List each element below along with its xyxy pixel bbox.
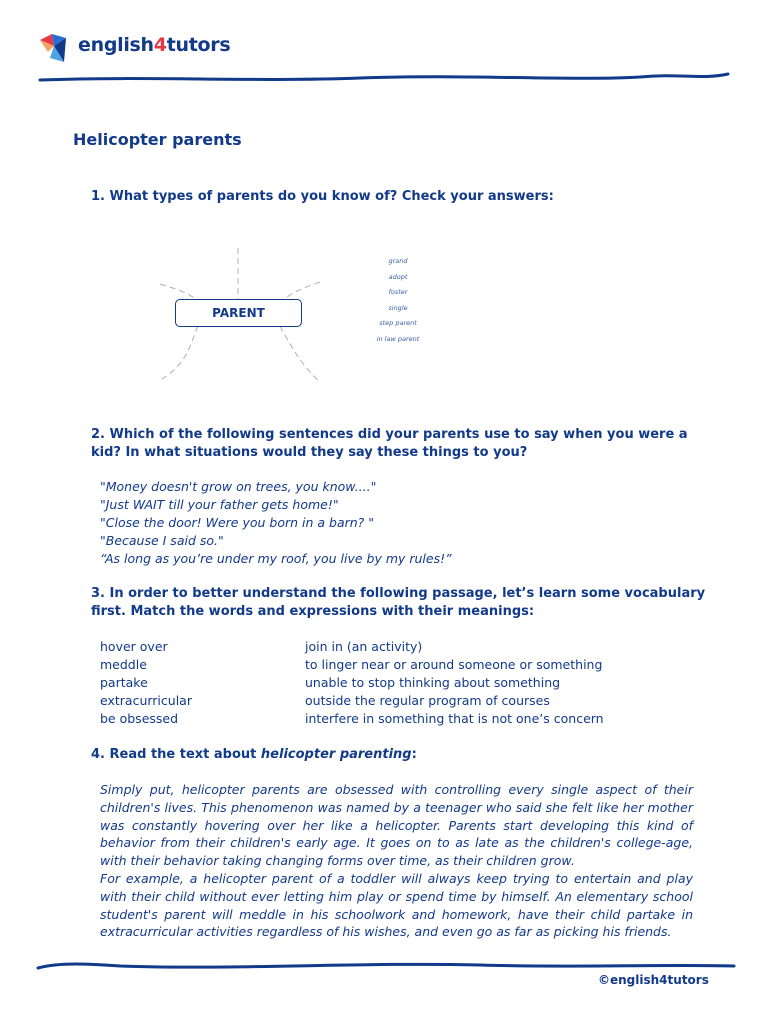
vocab-word: hover over — [100, 639, 168, 654]
parent-types-list — [370, 254, 426, 347]
parent-type-word: adopt — [388, 272, 408, 281]
vocab-word: extracurricular — [100, 693, 192, 708]
copyright: ©english4tutors — [598, 973, 709, 987]
saying: “As long as you’re under my roof, you live by my rules!” — [100, 551, 452, 566]
vocab-word: meddle — [100, 657, 147, 672]
vocab-row — [100, 674, 660, 692]
question-4: 4. Read the text about helicopter parenting: — [91, 747, 417, 762]
parent-type-word: foster — [388, 288, 408, 296]
saying: "Just WAIT till your father gets home!" — [100, 497, 339, 512]
parent-type-word: in law parent — [376, 334, 420, 343]
vocab-meaning: to linger near or around someone or something — [305, 657, 603, 672]
parent-label: PARENT — [175, 299, 302, 327]
header-divider-wave — [0, 68, 768, 88]
vocab-row — [100, 656, 660, 674]
question-2: 2. Which of the following sentences did your parents use to say when you were a kid? In what situations would they say these things to you? — [91, 427, 688, 460]
vocab-row — [100, 638, 660, 656]
vocab-meaning: join in (an activity) — [305, 639, 423, 654]
logo-mark-icon — [38, 32, 70, 66]
vocab-word: be obsessed — [100, 711, 179, 726]
parent-type-word: step parent — [379, 319, 417, 327]
question-3: 3. In order to better understand the following passage, let’s learn some vocabulary first. Match the words and expressions with their meanings: — [91, 586, 706, 619]
question-1: 1. What types of parents do you know of? Check your answers: — [91, 189, 554, 204]
parent-type-word: grand — [388, 257, 408, 265]
parent-type-word: single — [388, 303, 408, 312]
parent-sayings — [100, 478, 452, 568]
vocab-meaning: outside the regular program of courses — [305, 693, 550, 708]
saying: "Because I said so." — [100, 533, 224, 548]
vocab-row — [100, 710, 660, 728]
vocab-meaning: unable to stop thinking about something — [305, 675, 561, 690]
saying: "Close the door! Were you born in a barn? " — [100, 515, 375, 530]
vocab-meaning: interfere in something that is not one’s concern — [305, 711, 604, 726]
saying: "Money doesn't grow on trees, you know...." — [100, 479, 377, 494]
vocab-word: partake — [100, 675, 148, 690]
vocab-row — [100, 692, 660, 710]
vocabulary-table — [100, 638, 660, 728]
passage-paragraph: For example, a helicopter parent of a toddler will always keep trying to entertain and play with their child without ever letting him play or spend time by himself. An elementary school student's parent will meddle in his schoolwork and homework, have their child partake in extracurricular activities regardless of his wishes, and even go as far as picking his friends. — [100, 870, 693, 940]
brand-name: english4tutors — [78, 34, 231, 56]
reading-passage — [100, 781, 693, 941]
passage-paragraph: Simply put, helicopter parents are obsessed with controlling every single aspect of their children's lives. This phenomenon was named by a teenager who said she felt like her mother was constantly hovering over her like a helicopter. Parents start developing this kind of behavior from their children's early age. It goes on to as late as the children's college-age, with their behavior taking changing forms over time, as their children grow. — [100, 782, 693, 869]
page-title: Helicopter parents — [73, 130, 242, 149]
